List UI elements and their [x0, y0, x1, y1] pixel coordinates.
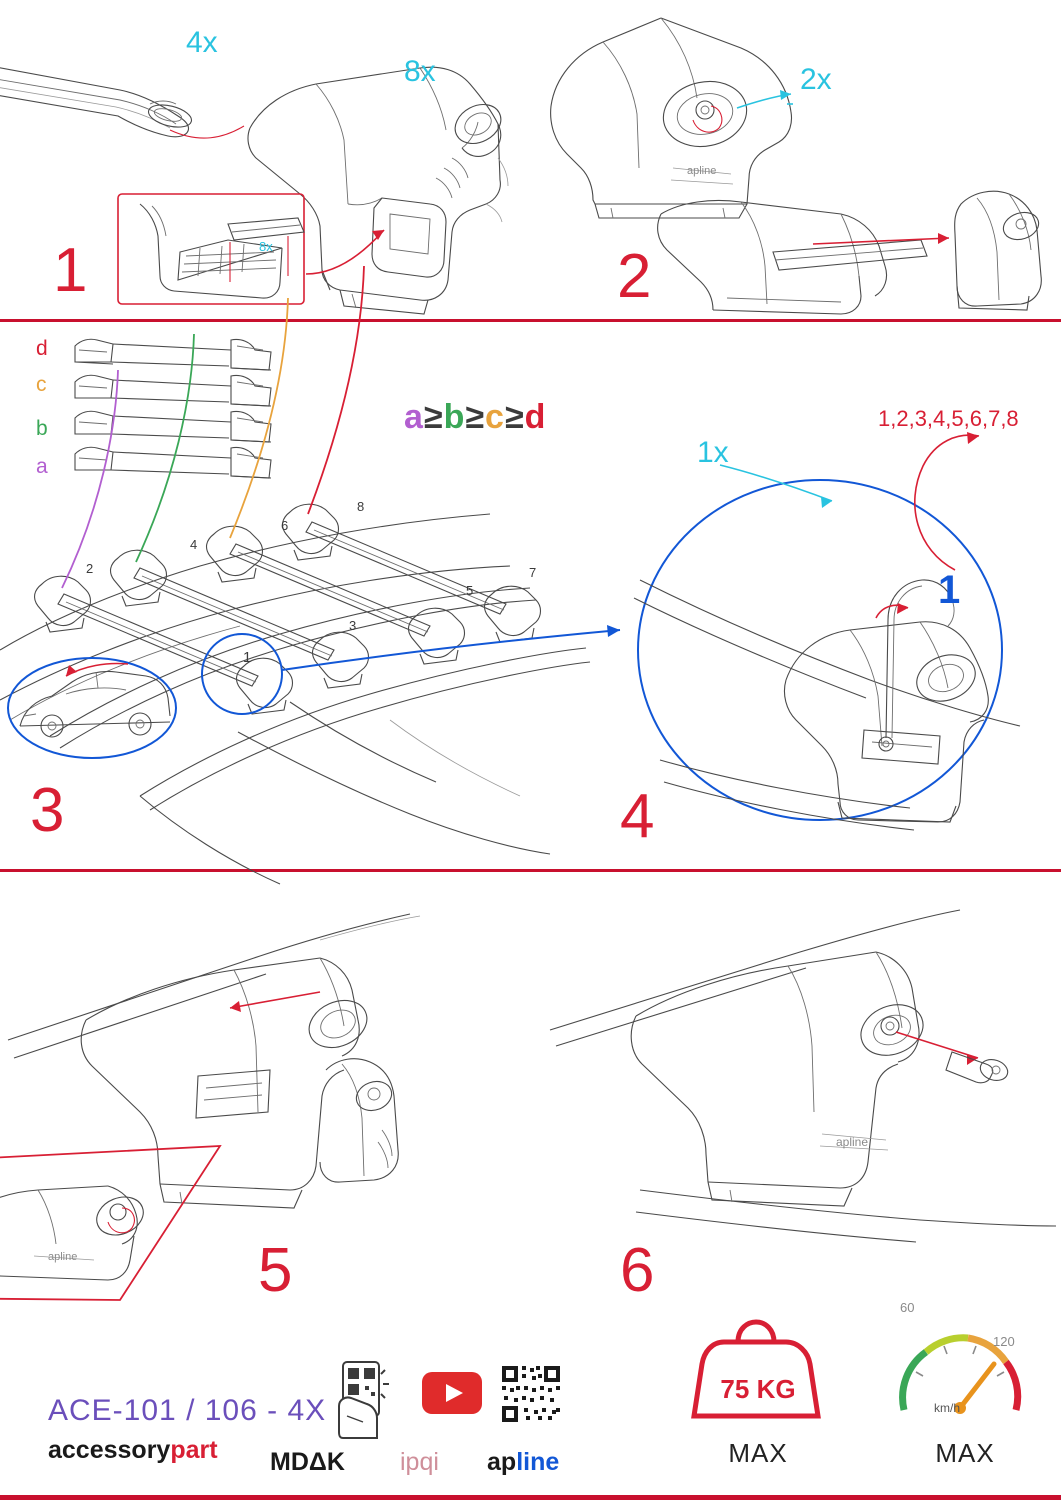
brand-mdak-k: K [326, 1448, 345, 1476]
step-number-4: 4 [620, 782, 655, 851]
brand-mdak-delta: Δ [308, 1448, 327, 1476]
position-number-3: 3 [349, 618, 357, 633]
pad-label-c: c [36, 373, 47, 396]
panel-divider-bottom [0, 1495, 1061, 1500]
panel-divider-1 [0, 319, 1061, 322]
pad-order-inequality [404, 400, 546, 434]
step5-illustration [0, 900, 510, 1305]
position-number-4: 4 [190, 537, 198, 552]
position-number-5: 5 [466, 583, 474, 598]
position-number-1: 1 [243, 649, 252, 666]
qty-allen-key: 1x [697, 436, 729, 469]
brand-mdak-text: MD [270, 1448, 309, 1476]
svg-text:apline: apline [687, 165, 717, 177]
qr-code-icon[interactable] [500, 1364, 562, 1424]
weight-limit-caption: MAX [728, 1438, 788, 1468]
brand-apline [487, 1450, 559, 1475]
callout-number-1: 1 [938, 568, 961, 612]
ineq-ge-3: ≥ [504, 398, 525, 436]
ineq-d: d [524, 398, 547, 436]
qty-rail-caps: 4x [186, 26, 218, 59]
ineq-c: c [485, 398, 505, 436]
ineq-b: b [443, 398, 466, 436]
svg-text:apline: apline [836, 1135, 869, 1149]
ineq-ge-1: ≥ [423, 398, 444, 436]
position-number-2: 2 [86, 561, 94, 576]
brand-apline-part2: line [516, 1448, 560, 1476]
position-number-8: 8 [357, 499, 365, 514]
step-number-6: 6 [620, 1236, 655, 1305]
step-number-5: 5 [258, 1236, 293, 1305]
brand-accessorypart [48, 1438, 218, 1463]
weight-limit-value: 75 KG [720, 1374, 796, 1404]
allen-key-pointer-arrow [720, 455, 860, 515]
position-number-6: 6 [281, 518, 289, 533]
sequence-curve-arrow [895, 430, 1025, 580]
step6-illustration [540, 900, 1060, 1305]
pad-label-a: a [36, 455, 48, 478]
step-number-2: 2 [617, 242, 652, 311]
pad-label-b: b [36, 417, 48, 440]
vehicle-direction-inset [6, 650, 196, 770]
brand-ipqi-text: ipqi [400, 1448, 439, 1476]
position-number-7: 7 [529, 565, 537, 580]
gauge-tick-60: 60 [900, 1300, 915, 1315]
qr-scan-phone-icon[interactable] [337, 1362, 393, 1442]
ineq-ge-2: ≥ [465, 398, 486, 436]
gauge-tick-120: 120 [993, 1334, 1015, 1349]
tighten-sequence: 1,2,3,4,5,6,7,8 [878, 406, 1019, 431]
ineq-a: a [404, 398, 424, 436]
brand-apline-part1: ap [487, 1448, 517, 1476]
step-number-1: 1 [53, 236, 88, 305]
gauge-unit: km/h [934, 1401, 961, 1415]
svg-text:apline: apline [48, 1251, 78, 1263]
qty-locks: 2x [800, 63, 832, 96]
brand-ipqi [400, 1450, 439, 1475]
brand-mdak [270, 1450, 345, 1475]
brand-accessorypart-part2: part [170, 1436, 218, 1464]
qty-pads-inset: 8x [259, 239, 273, 254]
youtube-icon[interactable] [421, 1371, 483, 1415]
step-number-3: 3 [30, 776, 65, 845]
brand-accessorypart-part1: accessory [48, 1436, 171, 1464]
pad-label-d: d [36, 337, 48, 360]
qty-pads: 8x [404, 55, 436, 88]
speed-limit-caption: MAX [935, 1438, 995, 1468]
product-code: ACE-101 / 106 - 4X [48, 1394, 327, 1427]
